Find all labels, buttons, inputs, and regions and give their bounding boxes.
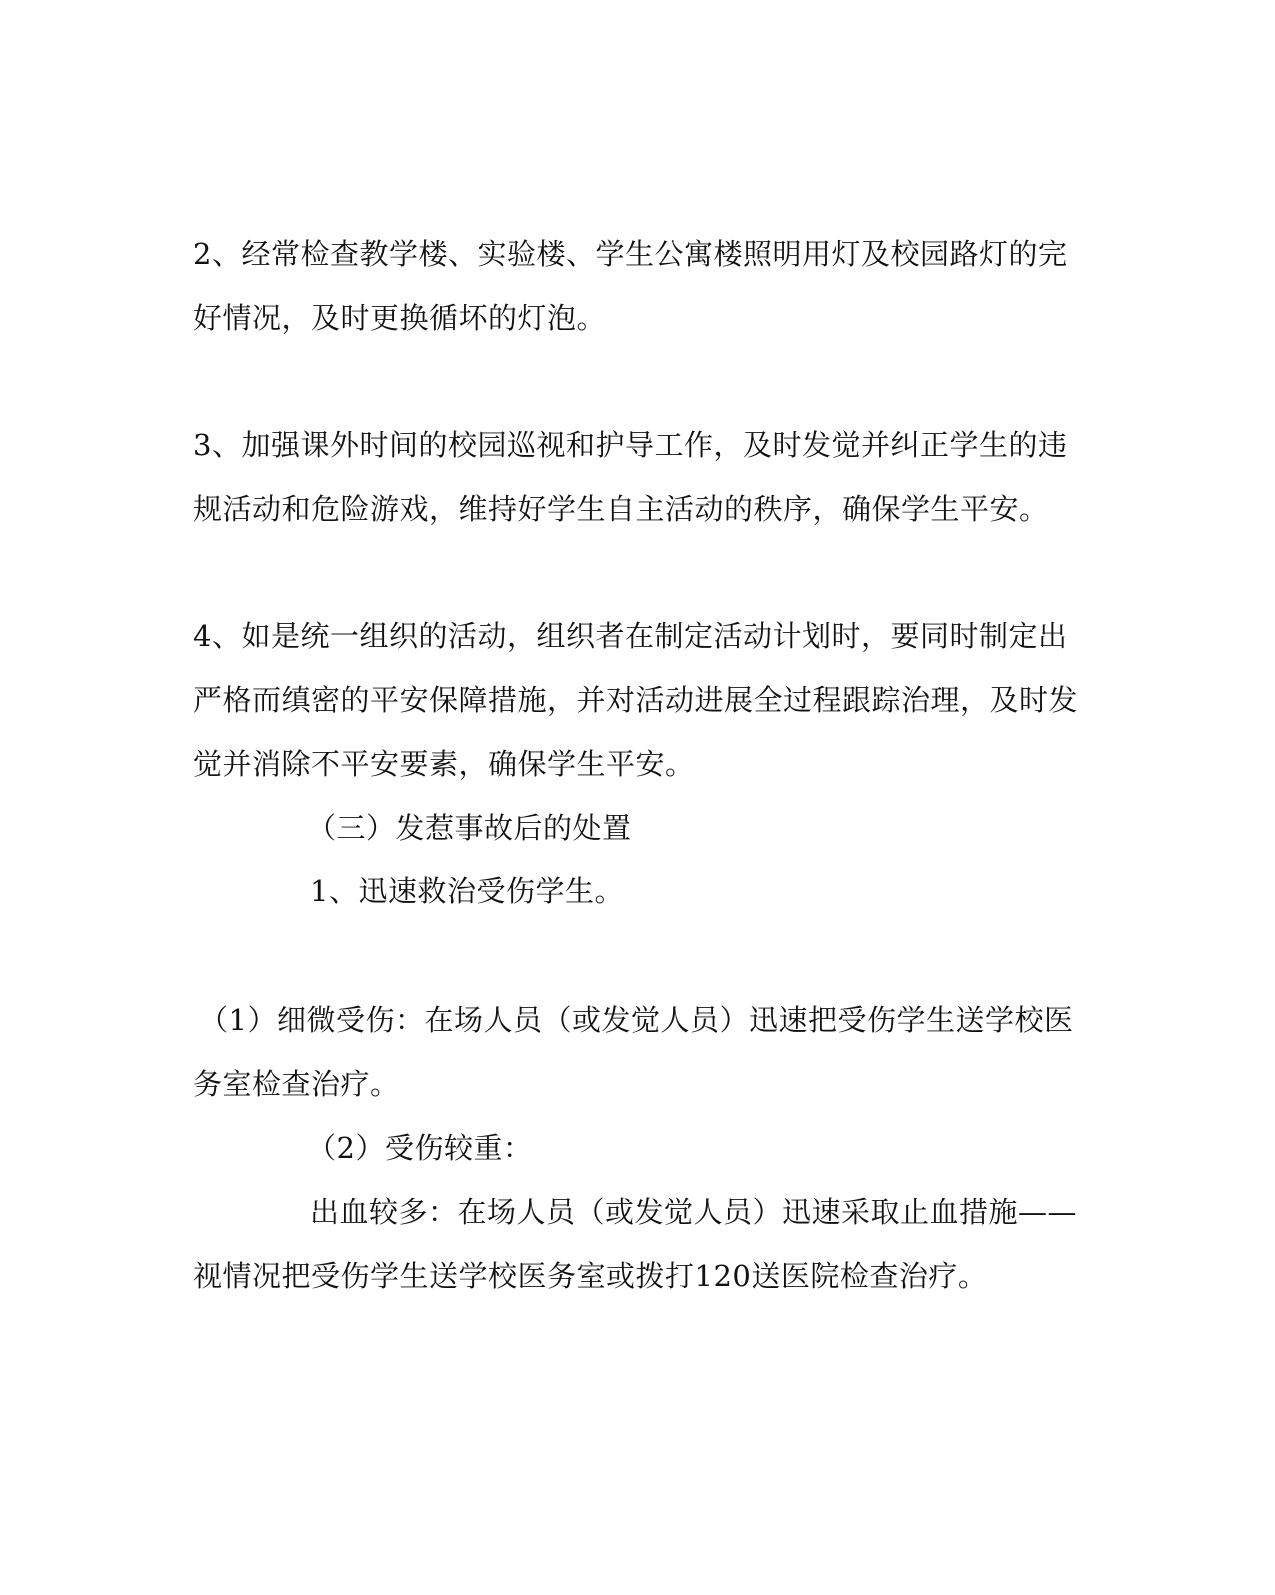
paragraph-2-line-1: 2、经常检查教学楼、实验楼、学生公寓楼照明用灯及校园路灯的完 [193,237,1068,271]
paragraph-4-line-2: 严格而缜密的平安保障措施，并对活动进展全过程跟踪治理，及时发 [193,683,1079,717]
sub-item-1-line-2: 务室检查治疗。 [193,1067,400,1101]
bleeding-line-2: 视情况把受伤学生送学校医务室或拨打120送医院检查治疗。 [193,1259,988,1293]
bleeding-line-1: 出血较多：在场人员（或发觉人员）迅速采取止血措施—— [310,1195,1078,1229]
item-1-heading: 1、迅速救治受伤学生。 [310,874,624,908]
paragraph-4-line-3: 觉并消除不平安要素，确保学生平安。 [193,747,695,781]
paragraph-2-line-2: 好情况，及时更换循坏的灯泡。 [193,301,607,335]
paragraph-4-line-1: 4、如是统一组织的活动，组织者在制定活动计划时，要同时制定出 [193,619,1068,653]
paragraph-3-line-2: 规活动和危险游戏，维持好学生自主活动的秩序，确保学生平安。 [193,492,1049,526]
section-heading: （三）发惹事故后的处置 [307,811,632,845]
sub-item-2-heading: （2）受伤较重： [307,1131,533,1165]
paragraph-3-line-1: 3、加强课外时间的校园巡视和护导工作，及时发觉并纠正学生的违 [193,428,1068,462]
sub-item-1-line-1: （1）细微受伤：在场人员（或发觉人员）迅速把受伤学生送学校医 [199,1003,1074,1037]
